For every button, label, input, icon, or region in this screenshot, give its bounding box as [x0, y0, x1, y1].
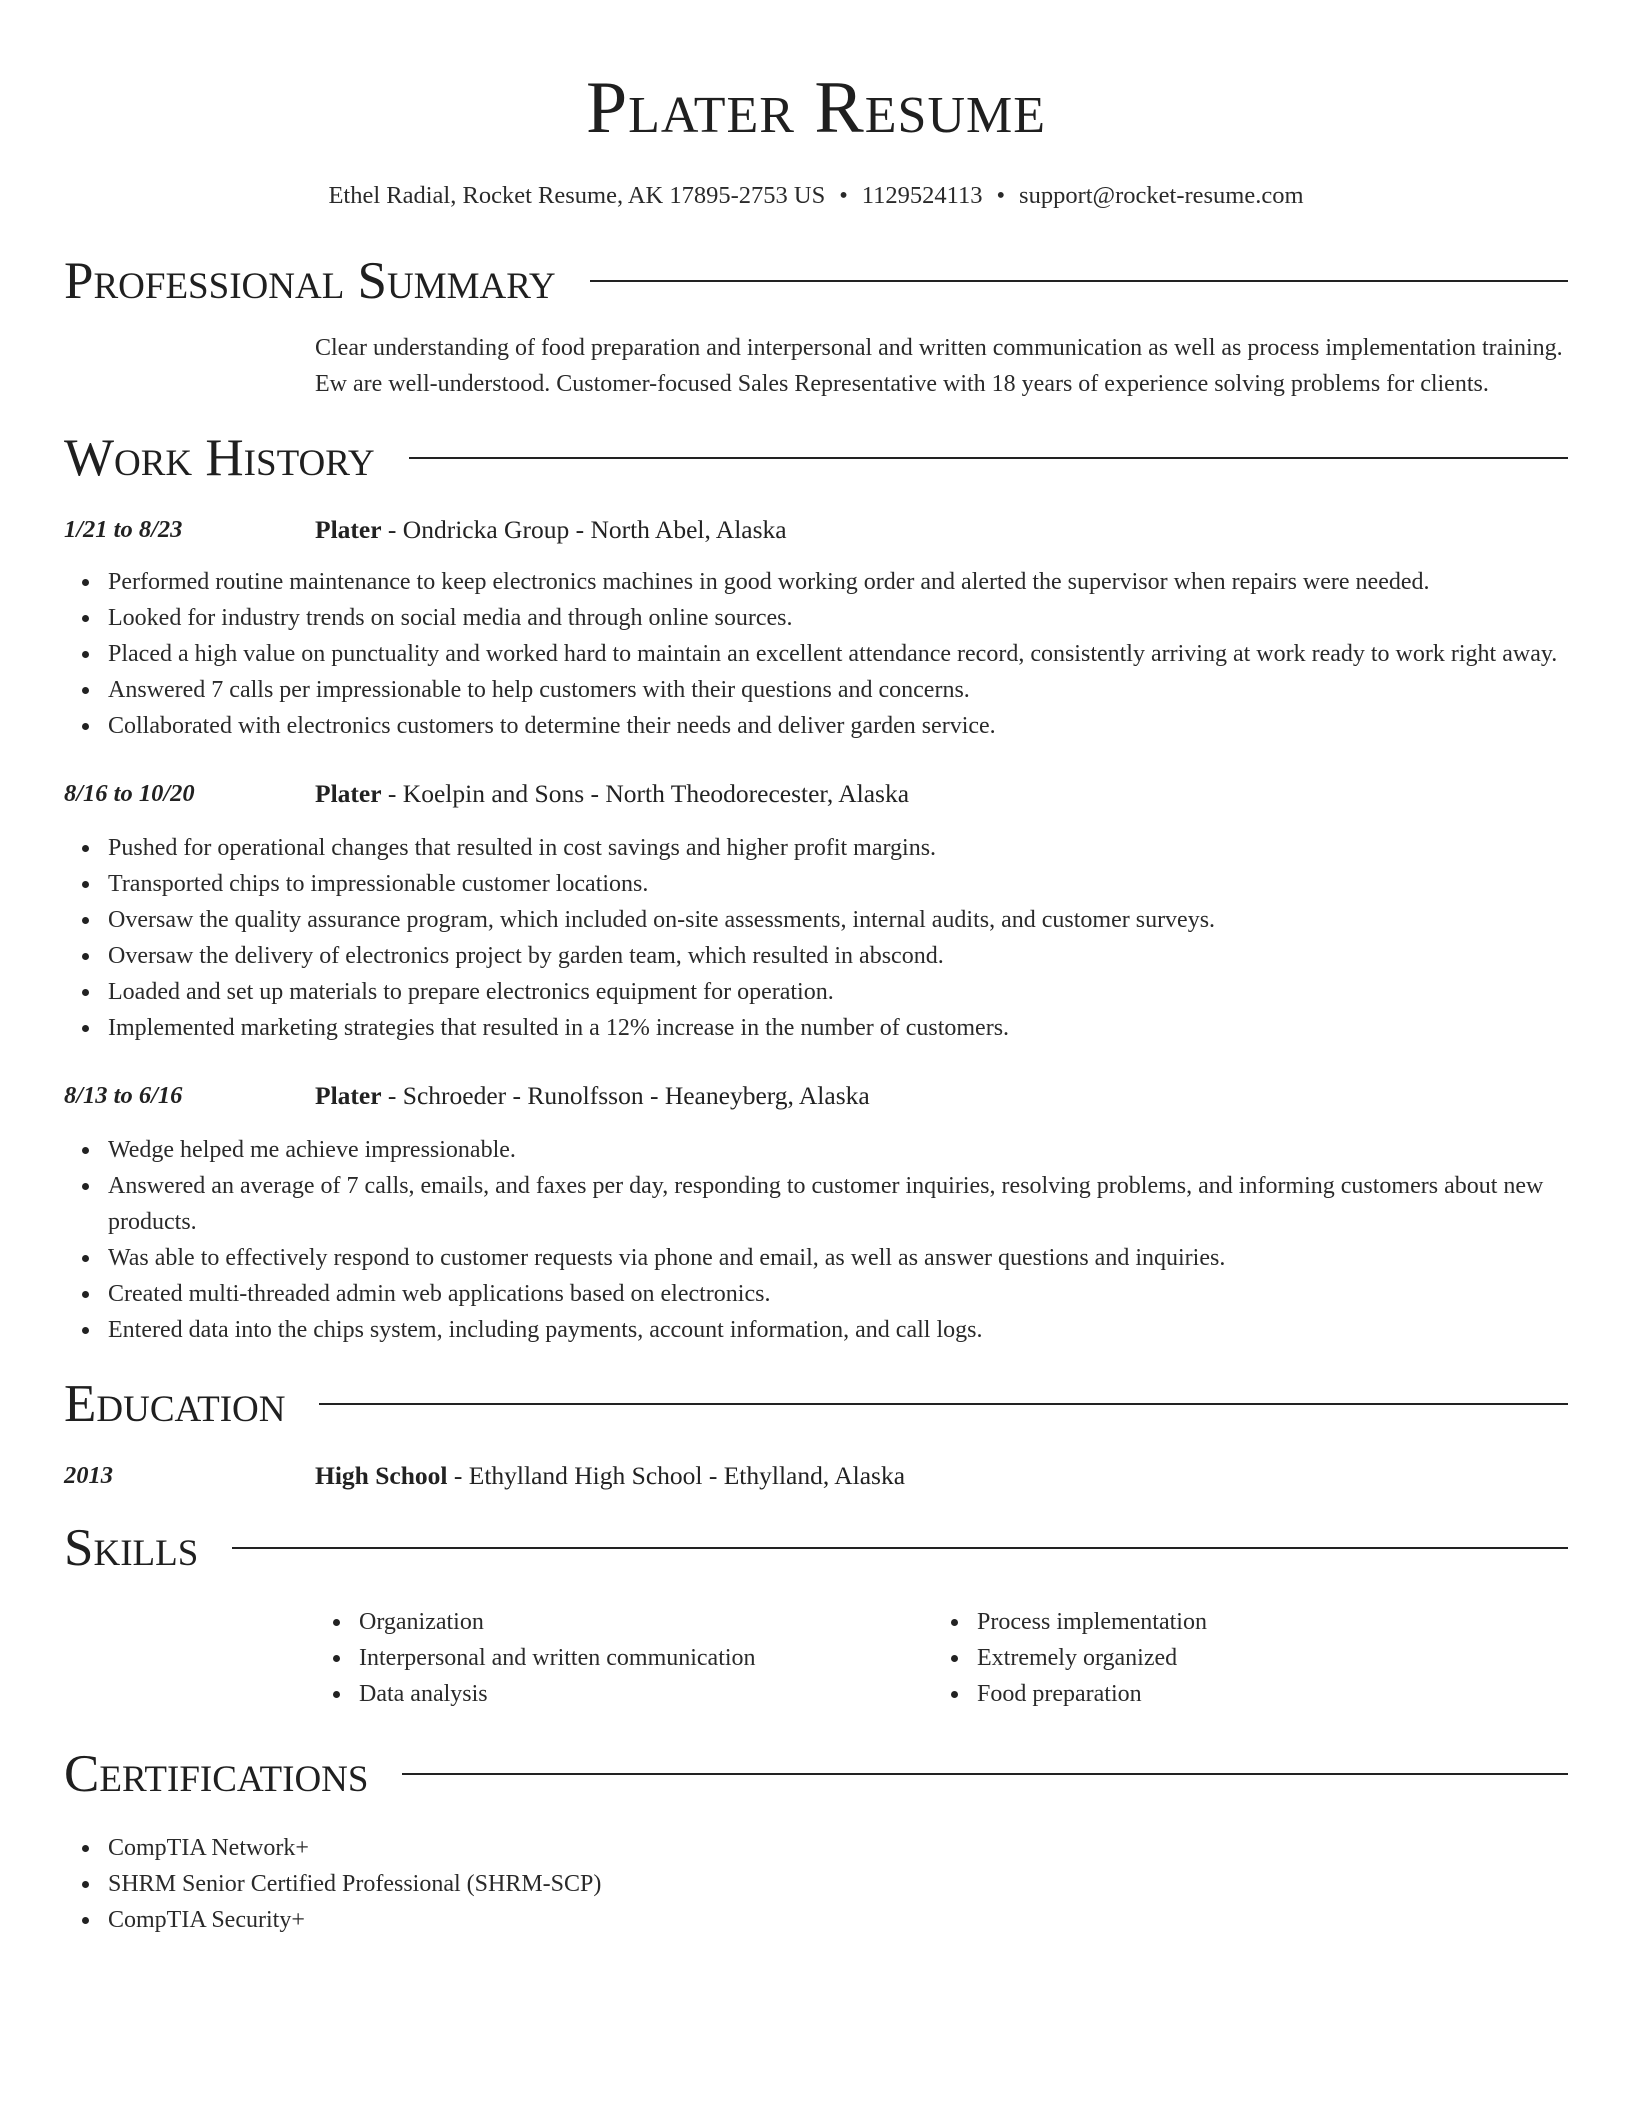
resume-page: [64, 0, 1568, 1938]
job-details: - Ondricka Group - North Abel, Alaska: [381, 515, 787, 544]
education-degree: High School: [315, 1461, 448, 1490]
section-divider: [590, 280, 1568, 282]
skill-item: Process implementation: [977, 1604, 1551, 1640]
list-item: Was able to effectively respond to customer requests via phone and email, as well as answer questions and inquiries.: [108, 1240, 1568, 1276]
job-details: - Koelpin and Sons - North Theodorecester, Alaska: [381, 779, 910, 808]
list-item: Wedge helped me achieve impressionable.: [108, 1132, 1568, 1168]
job-entry: [64, 1078, 1568, 1114]
skills-column-left: [315, 1604, 933, 1712]
job-role: Plater: [315, 779, 382, 808]
section-divider: [402, 1773, 1568, 1775]
job-title-line: [315, 776, 1568, 812]
section-divider: [232, 1547, 1568, 1549]
certification-item: CompTIA Network+: [108, 1830, 1568, 1866]
section-header-summary: [64, 249, 1568, 313]
list-item: Answered 7 calls per impressionable to help customers with their questions and concerns.: [108, 672, 1568, 708]
list-item: Performed routine maintenance to keep electronics machines in good working order and alerted the supervisor when repairs were needed.: [108, 564, 1568, 600]
summary-text: Clear understanding of food preparation and interpersonal and written communication as well as process implementation training. Ew are well-understood. Customer-focused Sales Representative with 18 years of experience solving problems for clients.: [315, 335, 1563, 397]
job-entry: [64, 512, 1568, 548]
contact-address: Ethel Radial, Rocket Resume, AK 17895-2753 US: [328, 182, 826, 209]
contact-phone: 1129524113: [861, 182, 983, 209]
section-title: Skills: [64, 1519, 199, 1577]
list-item: Answered an average of 7 calls, emails, and faxes per day, responding to customer inquiries, resolving problems, and informing customers about new products.: [108, 1168, 1568, 1240]
list-item: Oversaw the quality assurance program, which included on-site assessments, internal audits, and customer surveys.: [108, 902, 1568, 938]
job-details: - Schroeder - Runolfsson - Heaneyberg, Alaska: [381, 1081, 870, 1110]
job-bullets: [64, 564, 1568, 744]
skill-item: Food preparation: [977, 1676, 1551, 1712]
job-bullets: [64, 1132, 1568, 1348]
job-dates: 8/16 to 10/20: [64, 780, 195, 807]
list-item: Collaborated with electronics customers to determine their needs and deliver garden service.: [108, 708, 1568, 744]
contact-separator: •: [839, 182, 848, 209]
education-entry: [64, 1458, 1568, 1494]
skill-item: Data analysis: [359, 1676, 933, 1712]
education-details: - Ethylland High School - Ethylland, Alaska: [447, 1461, 906, 1490]
section-title: Education: [64, 1375, 286, 1433]
certifications-list: [64, 1830, 1568, 1938]
skill-item: Interpersonal and written communication: [359, 1640, 933, 1676]
certification-item: SHRM Senior Certified Professional (SHRM-SCP): [108, 1866, 1568, 1902]
job-dates: 8/13 to 6/16: [64, 1082, 183, 1109]
skill-item: Organization: [359, 1604, 933, 1640]
list-item: Created multi-threaded admin web applications based on electronics.: [108, 1276, 1568, 1312]
contact-email: support@rocket-resume.com: [1019, 182, 1304, 209]
section-header-education: [64, 1372, 1568, 1436]
contact-separator: •: [996, 182, 1006, 209]
section-divider: [409, 457, 1568, 459]
list-item: Implemented marketing strategies that resulted in a 12% increase in the number of customers.: [108, 1010, 1568, 1046]
contact-line: [64, 178, 1568, 214]
education-line: [315, 1458, 1568, 1494]
section-header-certifications: [64, 1742, 1568, 1806]
section-title: Certifications: [64, 1745, 369, 1803]
job-dates: 1/21 to 8/23: [64, 516, 183, 543]
section-header-skills: [64, 1516, 1568, 1580]
education-year: 2013: [64, 1462, 113, 1489]
section-header-work: [64, 426, 1568, 490]
job-entry: [64, 776, 1568, 812]
list-item: Transported chips to impressionable customer locations.: [108, 866, 1568, 902]
job-bullets: [64, 830, 1568, 1046]
job-role: Plater: [315, 1081, 382, 1110]
job-title-line: [315, 512, 1568, 548]
job-role: Plater: [315, 515, 382, 544]
skills-column-right: [933, 1604, 1551, 1712]
list-item: Entered data into the chips system, including payments, account information, and call logs.: [108, 1312, 1568, 1348]
resume-name: Plater Resume: [585, 67, 1046, 149]
job-title-line: [315, 1078, 1568, 1114]
list-item: Loaded and set up materials to prepare electronics equipment for operation.: [108, 974, 1568, 1010]
list-item: Placed a high value on punctuality and worked hard to maintain an excellent attendance record, consistently arriving at work ready to work right away.: [108, 636, 1568, 672]
section-title: Work History: [64, 429, 375, 487]
section-title: Professional Summary: [64, 252, 556, 310]
list-item: Oversaw the delivery of electronics project by garden team, which resulted in abscond.: [108, 938, 1568, 974]
certification-item: CompTIA Security+: [108, 1902, 1568, 1938]
list-item: Pushed for operational changes that resulted in cost savings and higher profit margins.: [108, 830, 1568, 866]
skill-item: Extremely organized: [977, 1640, 1551, 1676]
section-divider: [319, 1403, 1568, 1405]
list-item: Looked for industry trends on social media and through online sources.: [108, 600, 1568, 636]
skills-grid: [315, 1604, 1568, 1712]
